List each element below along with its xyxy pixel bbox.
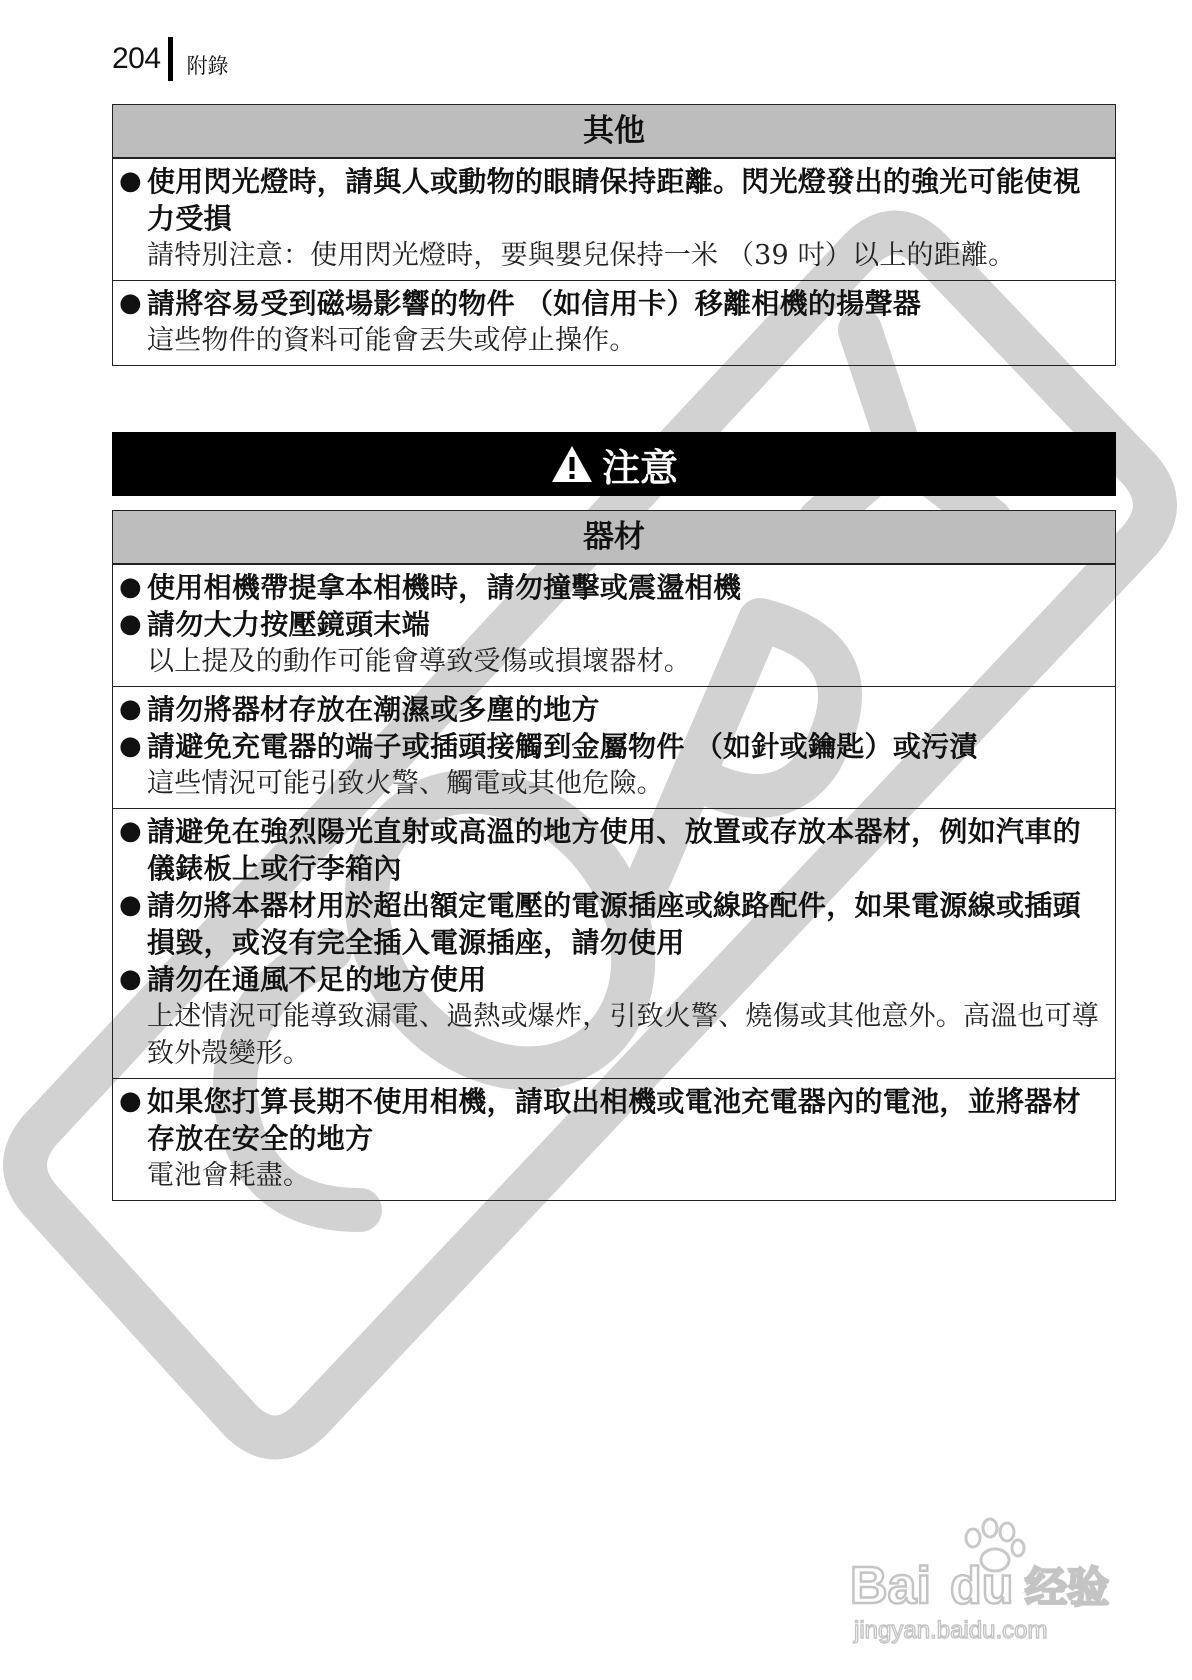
bullet-icon: ●	[119, 694, 142, 724]
precaution-item	[119, 569, 1109, 606]
precaution-description: 以上提及的動作可能會導致受傷或損壞器材。	[147, 646, 691, 677]
page-header	[112, 36, 229, 82]
precaution-description: 電池會耗盡。	[147, 1160, 311, 1191]
precaution-item	[119, 728, 1109, 765]
precaution-item	[119, 163, 1109, 237]
precaution-group	[113, 280, 1115, 365]
bullet-icon: ●	[119, 890, 142, 920]
bullet-icon: ●	[119, 609, 142, 639]
warning-triangle-icon	[550, 442, 594, 486]
precaution-group	[113, 564, 1115, 686]
box-title: 器材	[113, 511, 1115, 564]
baidu-brand-text-2: du	[950, 1557, 1014, 1615]
jingyan-url: jingyan.baidu.com	[854, 1617, 1048, 1644]
precaution-group	[113, 158, 1115, 280]
precaution-item	[119, 887, 1109, 961]
precaution-group	[113, 686, 1115, 808]
precaution-title: 請將容易受到磁場影響的物件 （如信用卡）移離相機的揚聲器	[147, 287, 922, 320]
bullet-icon: ●	[119, 816, 142, 846]
precaution-title: 請避免充電器的端子或插頭接觸到金屬物件 （如針或鑰匙）或污漬	[147, 730, 978, 763]
precaution-title: 請避免在強烈陽光直射或高溫的地方使用、放置或存放本器材，例如汽車的儀錶板上或行李箱內	[147, 815, 1081, 885]
other-precautions-box	[112, 104, 1116, 366]
caution-label: 注意	[601, 445, 678, 490]
bullet-icon: ●	[119, 166, 142, 196]
precaution-item	[119, 285, 1109, 322]
section-label: 附錄	[186, 54, 229, 78]
box-title: 其他	[113, 105, 1115, 158]
precaution-item	[119, 606, 1109, 643]
bullet-icon: ●	[119, 288, 142, 318]
jingyan-text: 经验	[1025, 1563, 1110, 1612]
bullet-icon: ●	[119, 964, 142, 994]
precaution-item	[119, 813, 1109, 887]
precaution-title: 請勿將本器材用於超出額定電壓的電源插座或線路配件，如果電源線或插頭損毀，或沒有完全插入電源插座，請勿使用	[147, 889, 1081, 959]
precaution-title: 使用相機帶提拿本相機時，請勿撞擊或震盪相機	[147, 571, 742, 604]
caution-banner	[112, 432, 1116, 496]
bullet-icon: ●	[119, 572, 142, 602]
precaution-description: 這些物件的資料可能會丟失或停止操作。	[147, 325, 637, 356]
baidu-brand-text: Bai	[850, 1557, 931, 1615]
precaution-item	[119, 691, 1109, 728]
baidu-jingyan-logo	[850, 1510, 1150, 1650]
header-divider	[168, 37, 173, 81]
bullet-icon: ●	[119, 1086, 142, 1116]
precaution-title: 請勿將器材存放在潮濕或多塵的地方	[147, 693, 600, 726]
page-number: 204	[112, 42, 161, 75]
precaution-group	[113, 808, 1115, 1078]
precaution-group	[113, 1078, 1115, 1200]
precaution-item	[119, 961, 1109, 998]
precaution-title: 請勿大力按壓鏡頭末端	[147, 608, 431, 641]
precaution-description: 請特別注意：使用閃光燈時，要與嬰兒保持一米 （39 吋）以上的距離。	[147, 240, 1016, 271]
precaution-description: 這些情況可能引致火警、觸電或其他危險。	[147, 768, 664, 799]
equipment-precautions-box	[112, 510, 1116, 1201]
precaution-title: 請勿在通風不足的地方使用	[147, 963, 487, 996]
precaution-item	[119, 1083, 1109, 1157]
precaution-title: 如果您打算長期不使用相機，請取出相機或電池充電器內的電池，並將器材存放在安全的地方	[147, 1085, 1081, 1155]
precaution-title: 使用閃光燈時，請與人或動物的眼睛保持距離。閃光燈發出的強光可能使視力受損	[147, 165, 1081, 235]
precaution-description: 上述情況可能導致漏電、過熱或爆炸，引致火警、燒傷或其他意外。高溫也可導致外殼變形。	[147, 1001, 1099, 1069]
bullet-icon: ●	[119, 731, 142, 761]
